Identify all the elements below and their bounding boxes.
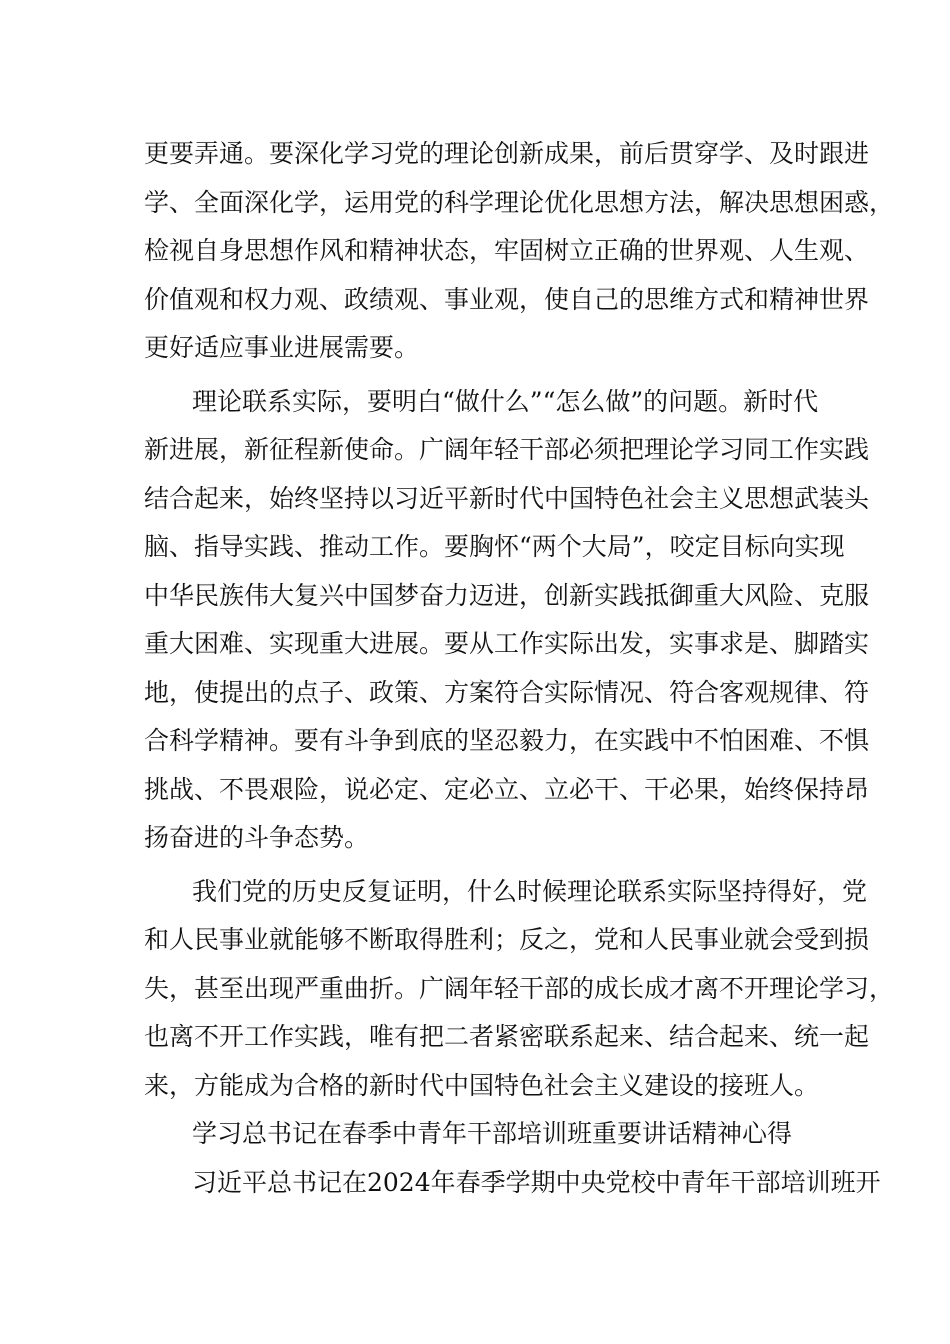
text-line: 学、全面深化学，运用党的科学理论优化思想方法，解决思想困惑，: [144, 187, 895, 217]
text-line: 价值观和权力观、政绩观、事业观，使自己的思维方式和精神世界: [144, 284, 870, 314]
section-title: 学习总书记在春季中青年干部培训班重要讲话精神心得: [192, 1119, 793, 1148]
paragraph-first-line: 习近平总书记在2024年春季学期中央党校中青年干部培训班开: [192, 1167, 881, 1197]
text-line: 新进展，新征程新使命。广阔年轻干部必须把理论学习同工作实践: [144, 435, 870, 464]
text-line: 扬奋进的斗争态势。: [144, 823, 370, 852]
paragraph-first-line: 理论联系实际，要明白“做什么”“怎么做”的问题。新时代: [192, 386, 819, 416]
text-line: 和人民事业就能够不断取得胜利；反之，党和人民事业就会受到损: [144, 925, 870, 954]
text-line: 更要弄通。要深化学习党的理论创新成果，前后贯穿学、及时跟进: [144, 139, 870, 168]
text-line: 失，甚至出现严重曲折。广阔年轻干部的成长成才离不开理论学习，: [144, 973, 895, 1003]
text-line: 也离不开工作实践，唯有把二者紧密联系起来、结合起来、统一起: [144, 1022, 870, 1051]
text-line: 中华民族伟大复兴中国梦奋力迈进，创新实践抵御重大风险、克服: [144, 580, 870, 610]
text-line: 重大困难、实现重大进展。要从工作实际出发，实事求是、脚踏实: [144, 629, 870, 658]
paragraph-first-line: 我们党的历史反复证明，什么时候理论联系实际坚持得好，党: [192, 876, 868, 906]
text-line: 脑、指导实践、推动工作。要胸怀“两个大局”，咬定目标向实现: [144, 532, 845, 561]
document-body: [144, 130, 895, 1207]
text-line: 挑战、不畏艰险，说必定、定必立、立必干、干必果，始终保持昂: [144, 774, 870, 804]
text-line: 来，方能成为合格的新时代中国特色社会主义建设的接班人。: [144, 1070, 820, 1100]
text-line: 结合起来，始终坚持以习近平新时代中国特色社会主义思想武装头: [144, 483, 870, 513]
text-line: 合科学精神。要有斗争到底的坚忍毅力，在实践中不怕困难、不惧: [144, 726, 870, 755]
text-line: 地，使提出的点子、政策、方案符合实际情况、符合客观规律、符: [144, 677, 870, 707]
text-line: 检视自身思想作风和精神状态，牢固树立正确的世界观、人生观、: [144, 236, 870, 265]
text-line: 更好适应事业进展需要。: [144, 333, 420, 362]
